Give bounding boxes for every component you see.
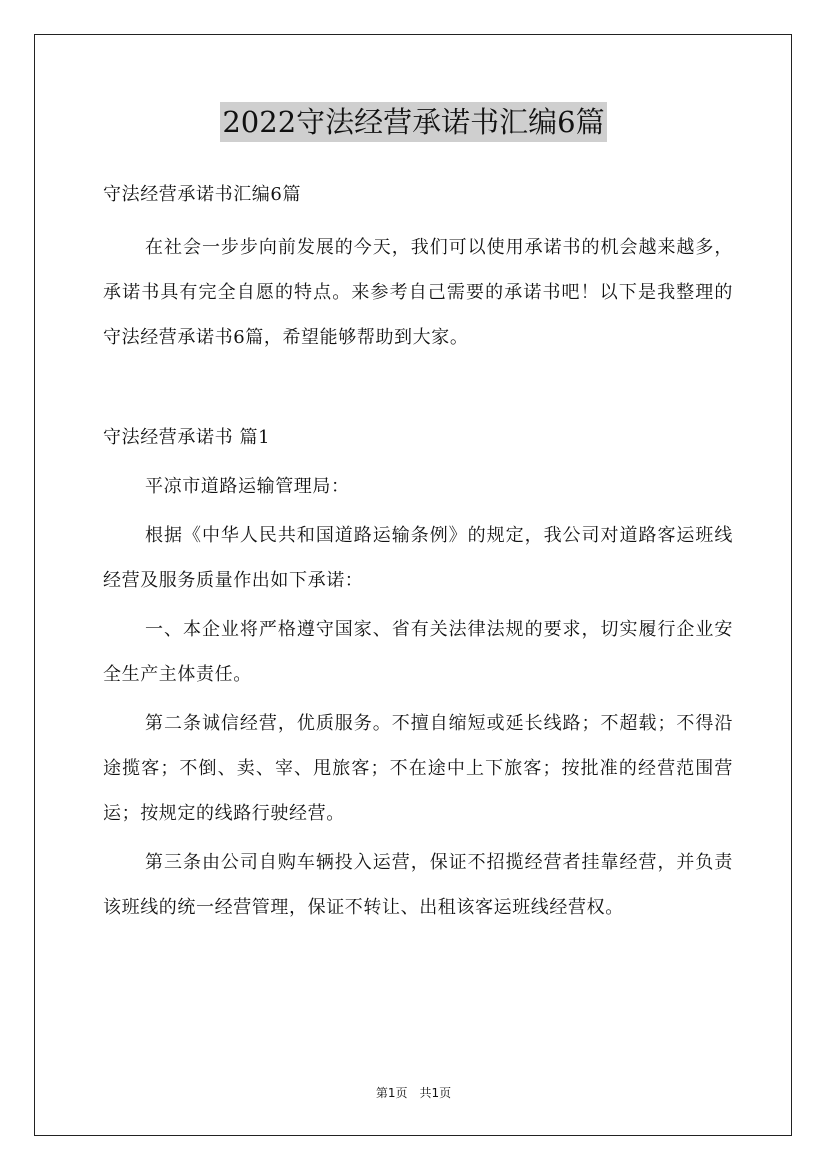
document-subtitle: 守法经营承诺书汇编6篇 [103, 184, 302, 205]
intro-paragraph: 在社会一步步向前发展的今天，我们可以使用承诺书的机会越来越多，承诺书具有完全自愿的特点。来参考自己需要的承诺书吧！以下是我整理的守法经营承诺书6篇，希望能够帮助到大家。 [103, 237, 733, 348]
paragraph-basis: 根据《中华人民共和国道路运输条例》的规定，我公司对道路客运班线经营及服务质量作出如下承诺： [103, 525, 733, 591]
document-title: 2022守法经营承诺书汇编6篇 [220, 102, 606, 142]
paragraph-clause-3: 第三条由公司自购车辆投入运营，保证不招揽经营者挂靠经营，并负责该班线的统一经营管理，保证不转让、出租该客运班线经营权。 [103, 852, 733, 918]
section-heading: 守法经营承诺书 篇1 [103, 427, 271, 448]
paragraph-clause-2: 第二条诚信经营，优质服务。不擅自缩短或延长线路；不超载；不得沿途揽客；不倒、卖、宰、甩旅客；不在途中上下旅客；按批准的经营范围营运；按规定的线路行驶经营。 [103, 713, 733, 824]
paragraph-addressee: 平凉市道路运输管理局： [145, 476, 350, 497]
page-number: 第1页 [375, 1086, 408, 1100]
page-total: 共1页 [419, 1086, 452, 1100]
paragraph-clause-1: 一、本企业将严格遵守国家、省有关法律法规的要求，切实履行企业安全生产主体责任。 [103, 619, 733, 685]
title-container [0, 102, 827, 142]
document-body [103, 172, 733, 930]
page-footer [0, 1084, 827, 1101]
